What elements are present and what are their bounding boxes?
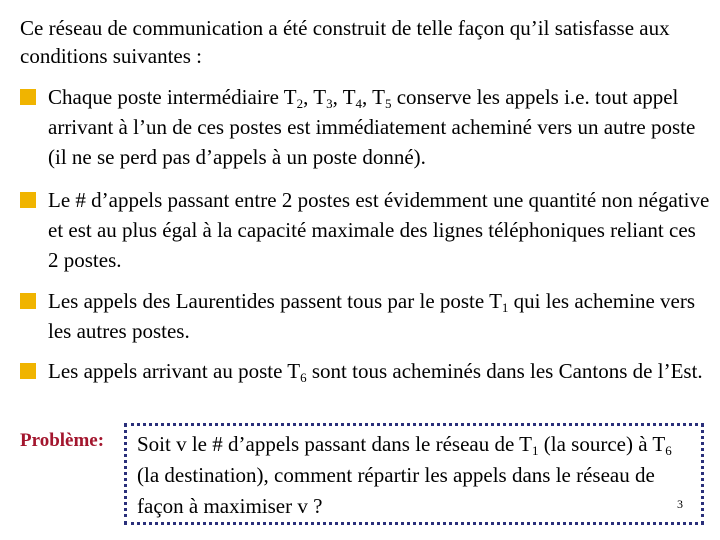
problem-label: Problème:: [20, 430, 105, 451]
bullet-item-4: [20, 356, 710, 386]
bullet-text: Le # d’appels passant entre 2 postes est évidemment une quantité non négative et est au plus égal à la capacité maximale des lignes téléphoniques reliant ces 2 postes.: [48, 188, 710, 272]
bullet-item-3: [20, 286, 710, 346]
bullet-square-icon: [20, 192, 36, 208]
bullet-text: Les appels des Laurentides passent tous par le poste $T_1$ qui les achemine vers les autres postes.: [48, 289, 696, 343]
problem-text: Soit v le # d’appels passant dans le réseau de $T_1$ (la source) à $T_6$ (la destination), comment répartir les appels dans le réseau de façon à maximiser v ?: [137, 432, 672, 518]
intro-paragraph: Ce réseau de communication a été construit de telle façon qu’il satisfasse aux conditions suivantes :: [20, 16, 670, 68]
bullet-text: Chaque poste intermédiaire $T_2$, $T_3$, $T_4$, $T_5$ conserve les appels i.e. tout appel arrivant à l’un de ces postes est immédiatement acheminé vers un autre poste (il ne se perd pas d’appels à un poste donné).: [48, 85, 696, 169]
problem-box: [124, 423, 704, 525]
page-number: 3: [677, 497, 683, 511]
bullet-square-icon: [20, 363, 36, 379]
bullet-square-icon: [20, 89, 36, 105]
bullet-item-2: [20, 185, 710, 275]
bullet-square-icon: [20, 293, 36, 309]
bullet-text: Les appels arrivant au poste $T_6$ sont tous acheminés dans les Cantons de l’Est.: [48, 359, 703, 385]
bullet-item-1: [20, 82, 710, 172]
